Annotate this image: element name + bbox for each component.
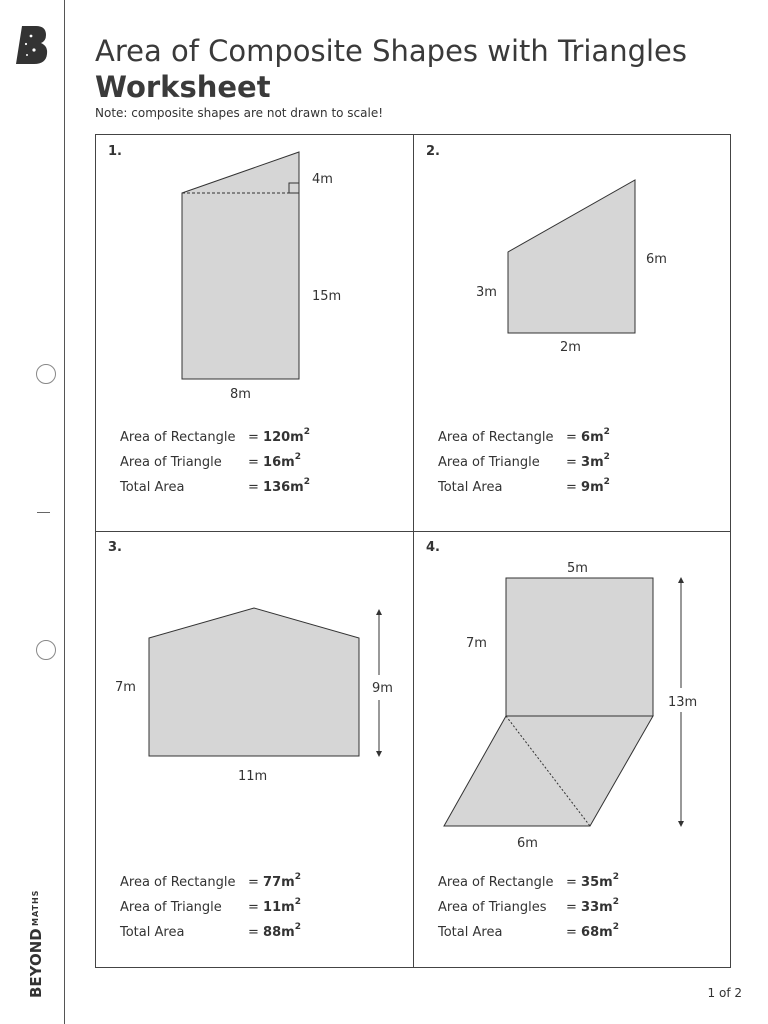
answer-exponent: 2: [603, 452, 610, 462]
page-subtitle: Worksheet: [95, 70, 271, 104]
q1-label-side: 15m: [312, 289, 342, 304]
answer-value: 136m: [263, 480, 304, 495]
q1-label-bottom: 8m: [230, 387, 251, 402]
answer-value: 11m: [263, 900, 295, 915]
answer-label: Total Area: [120, 480, 185, 495]
answer-equals: =: [248, 480, 259, 495]
q4-label-top: 5m: [567, 561, 588, 576]
question-2-answers: [438, 427, 718, 505]
answer-row: [120, 872, 400, 900]
answer-equals: =: [248, 430, 259, 445]
answer-exponent: 2: [303, 477, 310, 487]
question-1-number: 1.: [108, 144, 122, 159]
brand-tag: MATHS: [31, 889, 40, 926]
answer-equals: =: [566, 925, 577, 940]
q4-label-left: 7m: [466, 636, 487, 651]
answer-label: Total Area: [438, 925, 503, 940]
question-1-answers: [120, 427, 400, 505]
answer-row: [438, 427, 718, 455]
answer-exponent: 2: [603, 427, 610, 437]
q2-label-bottom: 2m: [560, 340, 581, 355]
question-4-number: 4.: [426, 540, 440, 555]
answer-exponent: 2: [612, 897, 619, 907]
question-4-answers: [438, 872, 718, 950]
answer-value: 3m: [581, 455, 604, 470]
answer-row: [120, 452, 400, 480]
answer-row: [120, 477, 400, 505]
answer-value: 9m: [581, 480, 604, 495]
answer-label: Area of Triangles: [438, 900, 547, 915]
question-2-number: 2.: [426, 144, 440, 159]
q2-label-right: 6m: [646, 252, 667, 267]
answer-equals: =: [566, 430, 577, 445]
question-1-shape: [182, 152, 341, 402]
answer-exponent: 2: [294, 872, 301, 882]
answer-row: [438, 872, 718, 900]
q4-label-right: 13m: [668, 695, 698, 710]
answer-value: 16m: [263, 455, 295, 470]
answer-equals: =: [566, 455, 577, 470]
answer-row: [438, 477, 718, 505]
answer-equals: =: [566, 480, 577, 495]
q3-label-left: 7m: [115, 680, 136, 695]
answer-value: 35m: [581, 875, 613, 890]
answer-row: [120, 897, 400, 925]
answer-label: Area of Rectangle: [438, 430, 554, 445]
answer-label: Area of Triangle: [120, 455, 222, 470]
answer-label: Total Area: [120, 925, 185, 940]
question-2-shape: [476, 180, 667, 355]
answer-exponent: 2: [294, 897, 301, 907]
answer-value: 77m: [263, 875, 295, 890]
answer-label: Total Area: [438, 480, 503, 495]
answer-exponent: 2: [612, 922, 619, 932]
answer-row: [438, 922, 718, 950]
question-4-shape: [444, 561, 697, 851]
answer-label: Area of Rectangle: [120, 430, 236, 445]
answer-value: 6m: [581, 430, 604, 445]
answer-value: 68m: [581, 925, 613, 940]
answer-equals: =: [566, 875, 577, 890]
answer-value: 120m: [263, 430, 304, 445]
answer-equals: =: [248, 875, 259, 890]
answer-equals: =: [248, 900, 259, 915]
brand-name: BEYOND: [27, 928, 45, 998]
answer-exponent: 2: [303, 427, 310, 437]
answer-label: Area of Triangle: [120, 900, 222, 915]
answer-value: 88m: [263, 925, 295, 940]
q4-label-bottom: 6m: [517, 836, 538, 851]
answer-label: Area of Rectangle: [438, 875, 554, 890]
q1-label-top: 4m: [312, 172, 333, 187]
page-number: 1 of 2: [707, 986, 742, 1000]
q3-label-bottom: 11m: [238, 769, 268, 784]
answer-equals: =: [248, 925, 259, 940]
question-3-shape: [115, 608, 393, 784]
answer-row: [120, 922, 400, 950]
answer-exponent: 2: [294, 452, 301, 462]
q2-label-left: 3m: [476, 285, 497, 300]
answer-row: [438, 897, 718, 925]
answer-label: Area of Triangle: [438, 455, 540, 470]
answer-equals: =: [566, 900, 577, 915]
question-3-number: 3.: [108, 540, 122, 555]
answer-exponent: 2: [612, 872, 619, 882]
answer-row: [120, 427, 400, 455]
answer-equals: =: [248, 455, 259, 470]
scale-note: Note: composite shapes are not drawn to scale!: [95, 106, 384, 120]
answer-value: 33m: [581, 900, 613, 915]
page-title: Area of Composite Shapes with Triangles: [95, 34, 687, 68]
q3-label-right: 9m: [372, 681, 393, 696]
question-3-answers: [120, 872, 400, 950]
answer-label: Area of Rectangle: [120, 875, 236, 890]
answer-row: [438, 452, 718, 480]
answer-exponent: 2: [603, 477, 610, 487]
answer-exponent: 2: [294, 922, 301, 932]
